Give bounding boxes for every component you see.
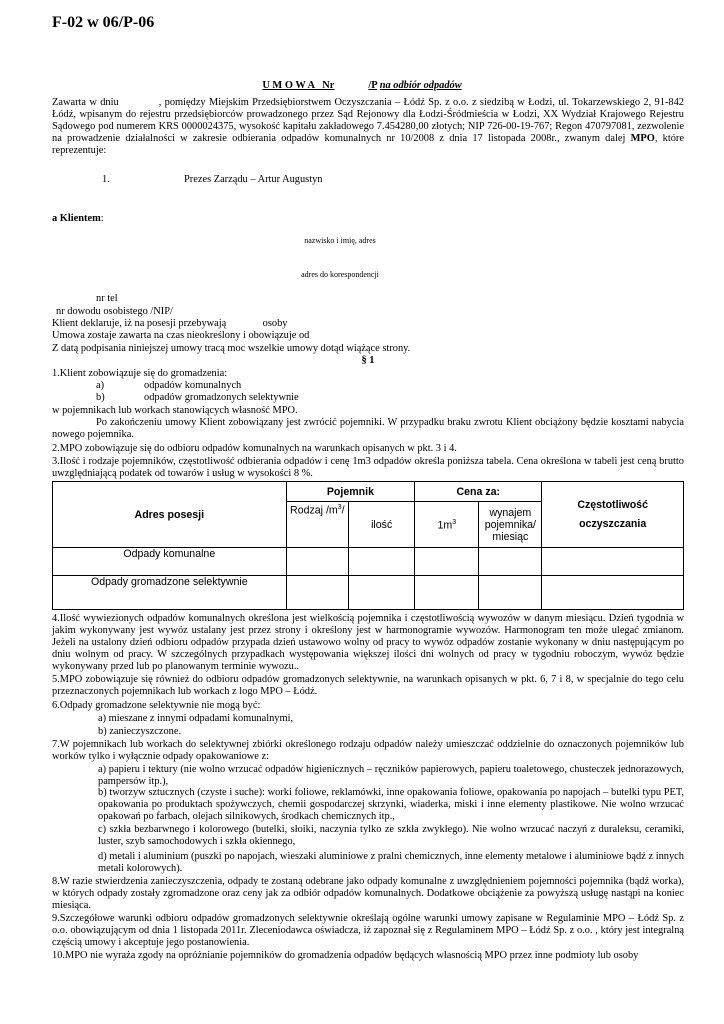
client-name-hint: nazwisko i imię, adres: [304, 236, 376, 245]
clause-5: 5.MPO zobowiązuje się również do odbioru odpadów gromadzonych selektywnie, na warunkach opisanych w pkt. 6, 7 i 8, w specjalnie do tego celu przeznaczonych pojemnikach lub workach z logo MPO – Łódź.: [52, 674, 684, 697]
th-container-group: Pojemnik: [286, 482, 415, 502]
representative-number: 1.: [102, 174, 110, 185]
cell-empty: [542, 548, 684, 576]
clause-1a-letter: a): [96, 380, 105, 391]
intro-mpo: MPO: [630, 133, 655, 144]
clause-1: 1.Klient zobowiązuje się do gromadzenia:: [52, 368, 228, 379]
clause-1-cont: w pojemnikach lub workach stanowiących własność MPO.: [52, 405, 298, 416]
contract-title: [0, 80, 724, 92]
cell-empty: [542, 576, 684, 610]
intro-text: Zawarta w dniu , pomiędzy Miejskim Przedsiębiorstwem Oczyszczania – Łódź Sp. z o.o. z siedzibą w Łodzi, ul. Tokarzewskiego 2, 91-842 Łódź, wpisanym do rejestru przedsiębiorców prowadzonego przez Sąd Rejonowy dla Łodzi-Śródmieścia w Łodzi, XX Wydział Krajowego Rejestru Sądowego pod numerem KRS 0000024375, wysokość kapitału zakładowego 7.454280,00 złotych; NIP 726-00-19-767; Regon 470797081, zezwolenie na prowadzenie działalności w zakresie odbierania odpadów komunalnych nr 10/2008 z dnia 17 listopada 2008r., zwanym dalej: [52, 97, 687, 144]
clause-10: 10.MPO nie wyraża zgody na opróżnianie pojemników do gromadzenia odpadów będących własnością MPO przez inne podmioty lub osoby: [52, 950, 639, 961]
clause-7d: d) metali i aluminium (puszki po napojach, wieszaki aluminiowe z pralni chemicznych, inne elementy metalowe i aluminiowe bądź z innych metali kolorowych).: [98, 851, 684, 874]
cell-empty: [415, 548, 479, 576]
clause-1b-letter: b): [96, 392, 105, 403]
th-rent: wynajem pojemnika/ miesiąc: [479, 502, 542, 548]
intro-paragraph: [52, 97, 687, 157]
containers-table: [52, 481, 684, 610]
title-contract-number: U M O W A Nr: [262, 80, 335, 91]
section-symbol: § 1: [361, 355, 375, 366]
cell-empty: [286, 548, 349, 576]
row-selective-waste: Odpady gromadzone selektywnie: [53, 576, 287, 610]
clause-1-note: Po zakończeniu umowy Klient zobowiązany jest zwrócić pojemniki. W przypadku braku zwrotu Klient obciążony będzie kosztami nabycia nowego pojemnika.: [52, 417, 684, 440]
clause-7a: a) papieru i tektury (nie wolno wrzucać odpadów higienicznych – ręczników papierowych, papieru toaletowego, chusteczek jednorazowych, pampersów itp.),: [98, 764, 684, 787]
clause-1b-text: odpadów gromadzonych selektywnie: [144, 392, 299, 403]
clause-6b: b) zanieczyszczone.: [98, 726, 182, 737]
previous-contracts: Z datą podpisania niniejszej umowy tracą moc wszelkie umowy dotąd wiążące strony.: [52, 343, 411, 354]
row-municipal-waste: Odpady komunalne: [53, 548, 287, 576]
th-address: Adres posesji: [53, 482, 287, 548]
clause-8: 8.W razie stwierdzenia zanieczyszczenia, odpady te zostaną odebrane jako odpady komunalne z uwzględnieniem pojemności pojemnika (bądź worka), w których odpady zostały zgromadzone oraz ceny jak za odbiór odpadów komunalnych. Dodatkowe obciążenie za powyższą usługę nastąpi na koniec miesiąca.: [52, 876, 684, 911]
title-suffix: /P: [368, 80, 378, 91]
cell-empty: [286, 576, 349, 610]
cell-empty: [479, 576, 542, 610]
clause-9: 9.Szczegółowe warunki odbioru odpadów gromadzonych selektywnie określają ogólne warunki umowy zapisane w Regulaminie MPO – Łódź Sp. z o.o. obowiązującym od dnia 1 listopada 2011r. Zleceniodawca oświadcza, iż zapoznał się z Regulaminem MPO – Łódź Sp. z o.o. , który jest integralną częścią umowy i akceptuje jego postanowienia.: [52, 913, 684, 948]
contract-duration: Umowa zostaje zawarta na czas nieokreślony i obowiązuje od: [52, 330, 310, 341]
clause-2: 2.MPO zobowiązuje się do odbioru odpadów komunalnych na warunkach opisanych w pkt. 3 i 4.: [52, 443, 457, 454]
cell-empty: [349, 548, 415, 576]
th-quantity: ilość: [349, 502, 415, 548]
form-code: F-02 w 06/P-06: [52, 14, 155, 31]
clause-3: 3.Ilość i rodzaje pojemników, częstotliwość odbierania odpadów i cenę 1m3 odpadów określa poniższa tabela. Cena określona w tabeli jest ceną brutto uwzględniającą podatek od towarów i usług w wysokości 8 %.: [52, 456, 684, 479]
title-subject: na odbiór odpadów: [379, 80, 462, 91]
client-address-hint: adres do korespondencji: [301, 270, 379, 279]
th-price-group: Cena za:: [415, 482, 542, 502]
cell-empty: [349, 576, 415, 610]
representative-name: Prezes Zarządu – Artur Augustyn: [184, 174, 323, 185]
intro-end: , które reprezentuje:: [52, 133, 685, 156]
clause-4: 4.Ilość wywiezionych odpadów komunalnych określona jest wielkością pojemnika i częstotliwością wywozów w danym miesiącu. Dzień tygodnia w jakim wykonywany jest wywóz ustalany jest przez strony i określony jest w harmonogramie wywozów. Harmonogram ten może ulegać zmianom. Jeżeli na ustalony dzień odbioru odpadów przypada dzień ustawowo wolny od pracy to wywóz odpadów zostanie wykonany w dniu następującym po dniu wolnym od pracy. W szczególnych przypadkach występowania większej ilości dni wolnych od pracy w tygodniu roboczym, wywóz będzie wykonywany przed lub po planowanym terminie wywozu..: [52, 613, 684, 672]
client-residents: Klient deklaruje, iż na posesji przebywają osoby: [52, 318, 288, 329]
client-phone-label: nr tel: [96, 293, 118, 304]
clause-6: 6.Odpady gromadzone selektywnie nie mogą być:: [52, 700, 261, 711]
th-type: Rodzaj $/m^3/$: [286, 502, 349, 548]
clause-6a: a) mieszane z innymi odpadami komunalnymi,: [98, 713, 294, 724]
clause-7c: c) szkła bezbarwnego i kolorowego (butelki, słoiki, naczynia tylko ze szkła zwykłego). Nie wolno wrzucać naczyń z duraleksu, ceramiki, luster, szyb samochodowych i szkła okiennego,: [98, 824, 684, 847]
client-id-label: nr dowodu osobistego /NIP/: [56, 306, 173, 317]
cell-empty: [415, 576, 479, 610]
clause-7b: b) tworzyw sztucznych (czyste i suche): worki foliowe, reklamówki, inne opakowania foliowe, opakowania po napojach – butelki typu PET, opakowania po produktach spożywczych, chemii gospodarczej skrzynki, wiaderka, miski i inne elementy plastikowe. Nie wolno wrzucać opakowań po farbach, olejach silnikowych, środkach chemicznych itp.,: [98, 787, 684, 822]
cell-empty: [479, 548, 542, 576]
th-price-m3: $1m^3$: [415, 502, 479, 548]
clause-1a-text: odpadów komunalnych: [144, 380, 242, 391]
clause-7: 7.W pojemnikach lub workach do selektywnej zbiórki określonego rodzaju odpadów należy umieszczać oddzielnie do oznaczonych pojemników lub worków tylko i wyłącznie odpady opakowaniowe z:: [52, 739, 684, 762]
client-label: a Klientem:: [52, 213, 104, 224]
th-frequency: Częstotliwość oczyszczania: [542, 482, 684, 548]
